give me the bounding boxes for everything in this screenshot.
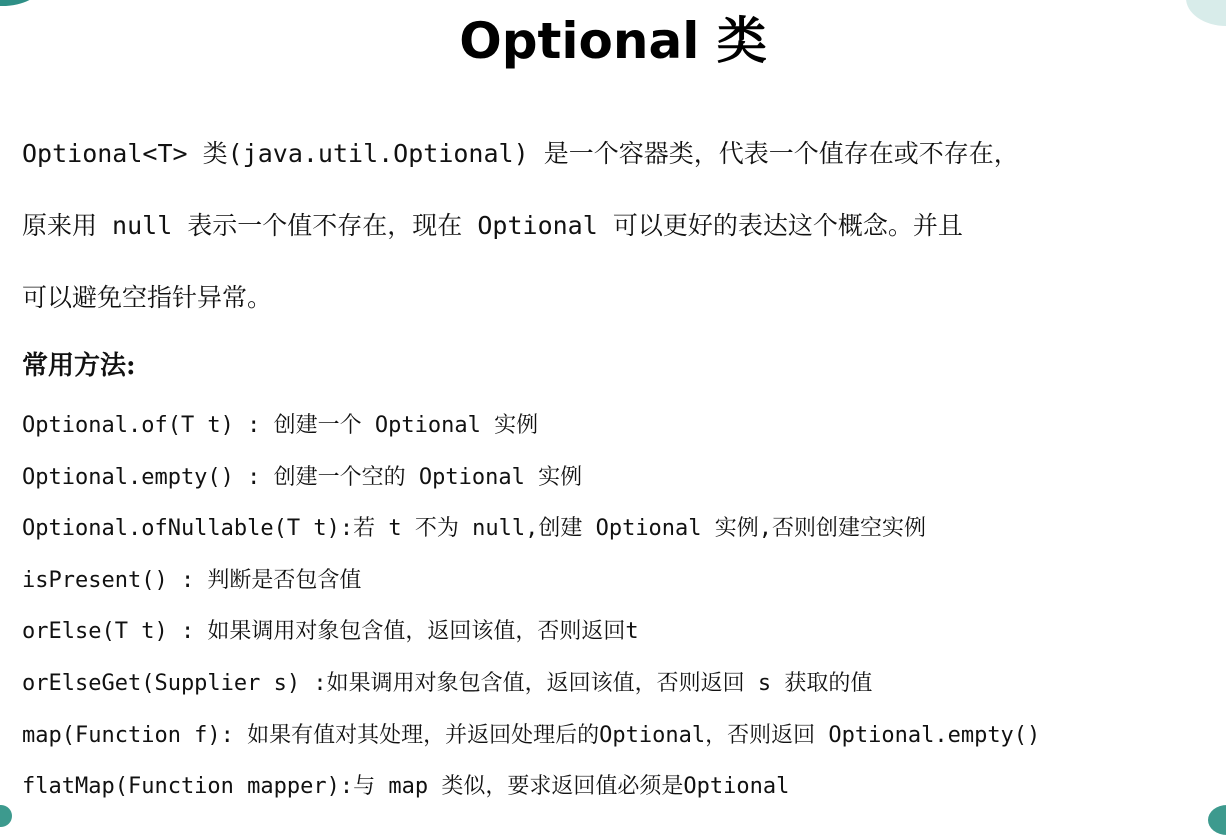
corner-decoration-bottom-left — [0, 805, 12, 827]
method-list — [22, 400, 1222, 813]
intro-line: 可以避免空指针异常。 — [22, 283, 273, 312]
method-item-map: map(Function f): 如果有值对其处理，并返回处理后的Optional，否则返回 Optional.empty() — [22, 722, 1041, 748]
intro-line: 原来用 null 表示一个值不存在，现在 Optional 可以更好的表达这个概念。并且 — [22, 211, 963, 240]
method-item-orelse: orElse(T t) : 如果调用对象包含值，返回该值，否则返回t — [22, 619, 639, 645]
intro-paragraph — [22, 118, 1202, 334]
method-item-orelseget: orElseGet(Supplier s) :如果调用对象包含值，返回该值，否则返回 s 获取的值 — [22, 670, 873, 696]
method-item-of: Optional.of(T t) : 创建一个 Optional 实例 — [22, 413, 539, 438]
methods-heading: 常用方法: — [22, 351, 136, 381]
method-item-empty: Optional.empty() : 创建一个空的 Optional 实例 — [22, 464, 583, 490]
method-item-flatmap: flatMap(Function mapper):与 map 类似，要求返回值必须是Optional — [22, 774, 790, 800]
slide-title: Optional 类 — [459, 12, 767, 70]
method-item-ofnullable: Optional.ofNullable(T t):若 t 不为 null,创建 Optional 实例,否则创建空实例 — [22, 516, 927, 542]
intro-line: Optional<T> 类(java.util.Optional) 是一个容器类，代表一个值存在或不存在， — [22, 139, 1019, 168]
method-item-ispresent: isPresent() : 判断是否包含值 — [22, 567, 362, 593]
